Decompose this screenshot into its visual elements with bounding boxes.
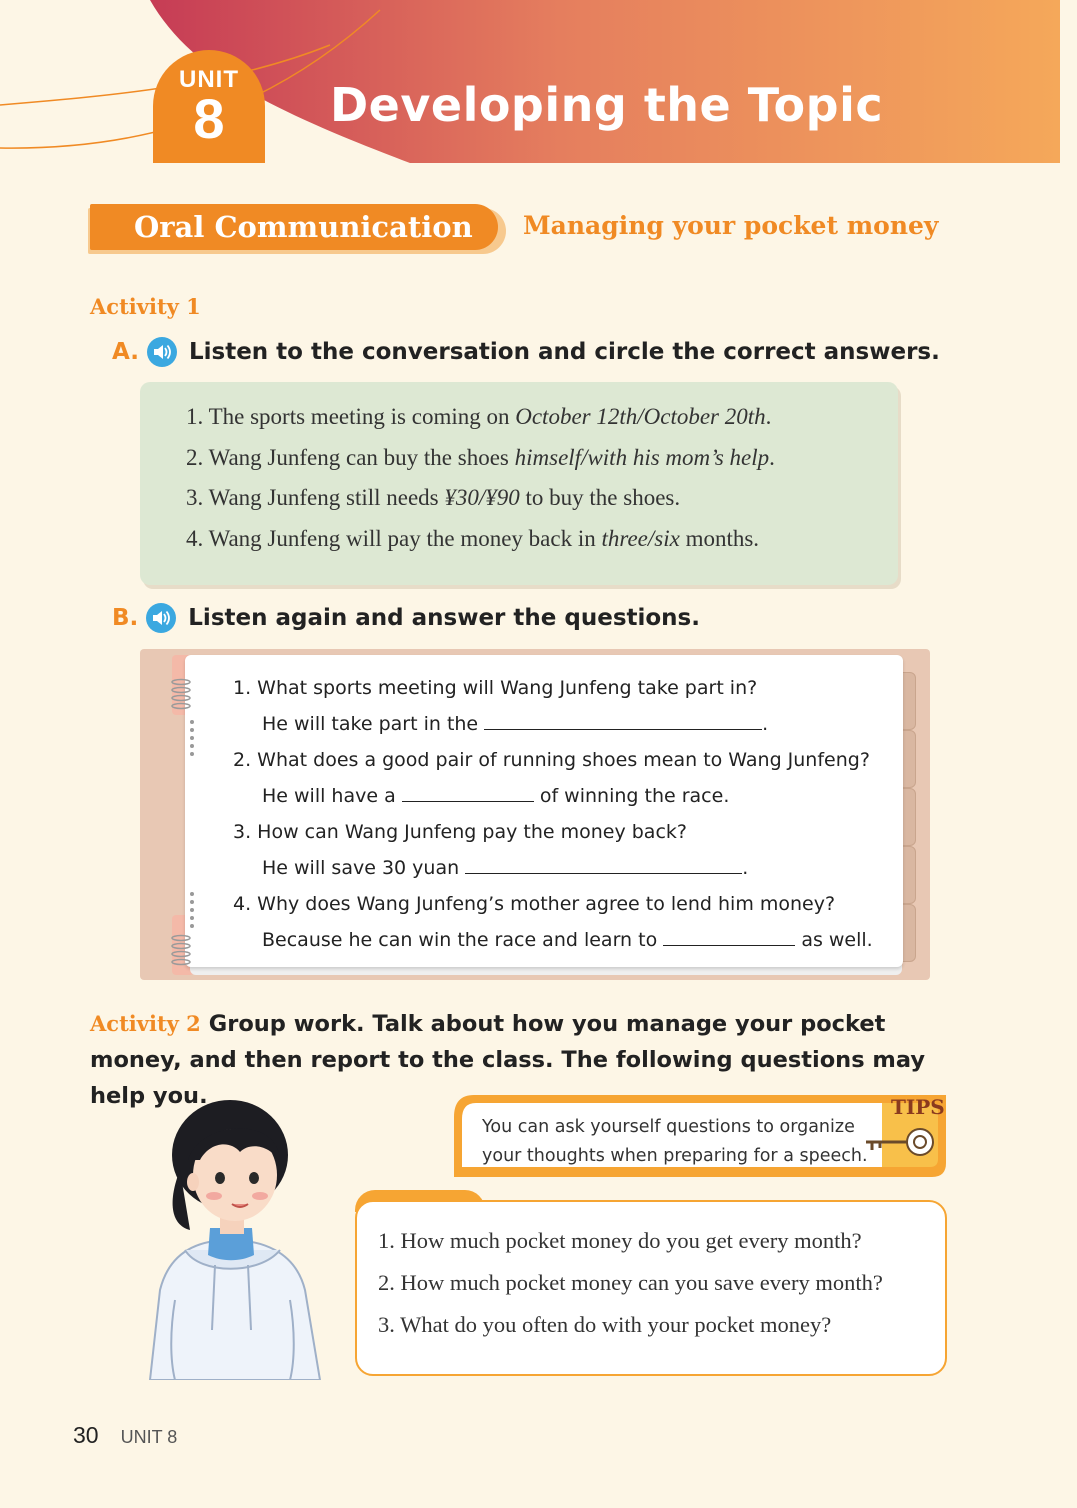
answer-blank-input[interactable] <box>402 782 534 802</box>
activity-2-instruction: Group work. Talk about how you manage your pocket money, and then report to the class. The following questions may help you. <box>90 1011 926 1109</box>
question-text: 1. What sports meeting will Wang Junfeng take part in? <box>233 677 758 699</box>
unit-badge <box>153 50 265 163</box>
answer-options[interactable]: ¥30/¥90 <box>444 485 520 510</box>
part-a-heading <box>112 337 940 367</box>
answer-options[interactable]: three/six <box>601 525 680 551</box>
part-a-instruction: Listen to the conversation and circle the correct answers. <box>188 339 940 365</box>
answer-line: He will take part in the . <box>233 708 873 744</box>
section-name: Oral Communication <box>90 204 498 250</box>
list-item: 4. Wang Junfeng will pay the money back in three/six months. <box>186 525 760 551</box>
answer-options[interactable]: October 12th/October 20th <box>515 404 766 429</box>
student-illustration <box>130 1100 330 1380</box>
unit-number: 8 <box>193 87 225 150</box>
activity-1-label: Activity 1 <box>90 294 201 319</box>
answer-options[interactable]: himself/with his mom’s help <box>514 444 770 470</box>
list-item: 2. Wang Junfeng can buy the shoes himself/with his mom’s help. <box>186 444 775 470</box>
question-text: 2. What does a good pair of running shoes mean to Wang Junfeng? <box>233 749 870 771</box>
questions-list <box>378 1228 883 1354</box>
part-b-letter: B. <box>112 605 139 631</box>
page-footer <box>73 1422 177 1449</box>
list-item: 2. How much pocket money can you save every month? <box>378 1270 883 1295</box>
section-subtitle: Managing your pocket money <box>523 211 939 240</box>
section-pill <box>88 204 506 254</box>
part-a-letter: A. <box>112 339 139 365</box>
part-b-instruction: Listen again and answer the questions. <box>188 605 700 631</box>
part-a-list <box>186 404 775 566</box>
answer-blank-input[interactable] <box>663 926 795 946</box>
list-item: 3. Wang Junfeng still needs ¥30/¥90 to buy the shoes. <box>186 485 681 510</box>
page-title: Developing the Topic <box>330 78 884 132</box>
list-item: 1. How much pocket money do you get every month? <box>378 1228 862 1253</box>
question-text: 3. How can Wang Junfeng pay the money back? <box>233 821 687 843</box>
activity-2-label: Activity 2 <box>90 1011 201 1036</box>
part-a-box <box>140 382 898 585</box>
answer-blank-input[interactable] <box>465 854 742 874</box>
footer-unit: UNIT 8 <box>120 1427 178 1447</box>
part-b-list <box>233 672 873 960</box>
audio-speaker-icon[interactable] <box>147 337 177 367</box>
answer-line: He will save 30 yuan . <box>233 852 873 888</box>
tips-text: You can ask yourself questions to organize your thoughts when preparing for a speech. <box>482 1117 868 1166</box>
notebook-rings-icon <box>168 676 198 976</box>
unit-label: UNIT <box>179 66 239 93</box>
list-item: 1. The sports meeting is coming on October 12th/October 20th. <box>186 404 772 429</box>
answer-blank-input[interactable] <box>484 710 762 730</box>
page-number: 30 <box>73 1422 99 1448</box>
tips-label: TIPS <box>891 1095 945 1119</box>
part-b-heading <box>112 603 700 633</box>
audio-speaker-icon[interactable] <box>146 603 176 633</box>
question-text: 4. Why does Wang Junfeng’s mother agree to lend him money? <box>233 893 836 915</box>
answer-line: Because he can win the race and learn to as well. <box>233 924 873 960</box>
answer-line: He will have a of winning the race. <box>233 780 873 816</box>
list-item: 3. What do you often do with your pocket money? <box>378 1312 832 1337</box>
